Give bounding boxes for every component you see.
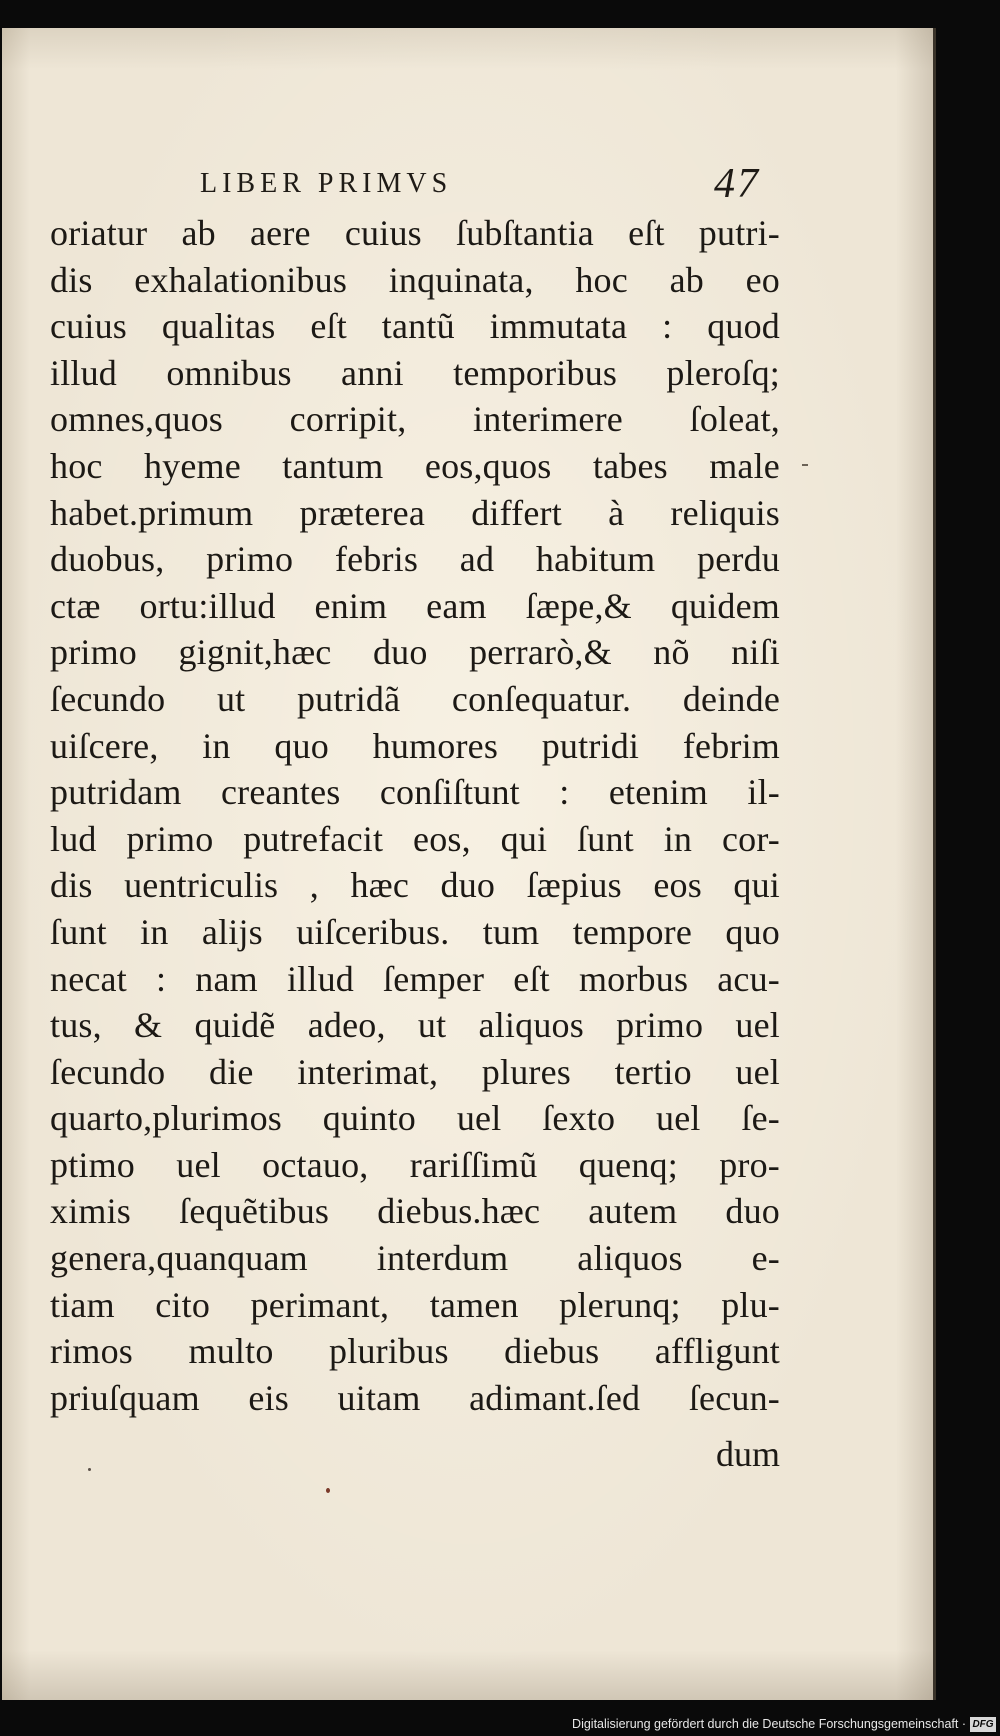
text-line: ptimo uel octauo, rariſſimũ quenq; pro-: [50, 1144, 780, 1185]
footer-bar: [0, 1714, 1000, 1736]
page-header: [200, 161, 760, 216]
text-line: ximis ſequẽtibus diebus.hæc autem duo: [50, 1191, 780, 1232]
text-line: hoc hyeme tantum eos,quos tabes male: [50, 445, 780, 486]
text-line: habet.primum præterea differt à reliquis: [50, 492, 780, 533]
text-line: primo gignit,hæc duo perrarò,& nõ niſi: [50, 632, 780, 673]
text-line: omnes,quos corripit, interimere ſoleat,: [50, 399, 780, 440]
text-line: uiſcere, in quo humores putridi febrim: [50, 725, 780, 766]
text-line: genera,quanquam interdum aliquos e-: [50, 1238, 780, 1279]
text-line: lud primo putrefacit eos, qui ſunt in cor-: [50, 818, 780, 859]
text-line: ſunt in alijs uiſceribus. tum tempore quo: [50, 911, 780, 952]
ink-speck: [88, 1468, 91, 1471]
text-line: cuius qualitas eſt tantũ immutata : quod: [50, 306, 780, 347]
text-line: tiam cito perimant, tamen plerunq; plu-: [50, 1284, 780, 1325]
dfg-logo-icon: DFG: [970, 1717, 996, 1732]
catchword: dum: [715, 1434, 780, 1474]
text-line: ctæ ortu:illud enim eam ſæpe,& quidem: [50, 585, 780, 626]
text-line: necat : nam illud ſemper eſt morbus acu-: [50, 958, 780, 999]
text-block: [50, 210, 780, 1421]
text-line: duobus, primo febris ad habitum perdu: [50, 539, 780, 580]
edge-mark: [802, 464, 808, 466]
text-line: priuſquam eis uitam adimant.ſed ſecun-: [50, 1377, 780, 1418]
text-line: putridam creantes conſiſtunt : etenim il-: [50, 772, 780, 813]
text-line: quarto,plurimos quinto uel ſexto uel ſe-: [50, 1098, 780, 1139]
text-line: illud omnibus anni temporibus pleroſq;: [50, 352, 780, 393]
page-number: 47: [714, 161, 760, 207]
text-line: ſecundo ut putridã conſequatur. deinde: [50, 678, 780, 719]
book-page: [2, 28, 936, 1700]
text-line: rimos multo pluribus diebus affligunt: [50, 1331, 780, 1372]
ink-speck: [326, 1488, 330, 1493]
text-line: tus, & quidẽ adeo, ut aliquos primo uel: [50, 1005, 780, 1046]
text-line: oriatur ab aere cuius ſubſtantia eſt putri-: [50, 213, 780, 253]
running-head: LIBER PRIMVS: [200, 168, 453, 199]
text-line: dis uentriculis , hæc duo ſæpius eos qui: [50, 865, 780, 906]
funding-credit: Digitalisierung gefördert durch die Deutsche Forschungsgemeinschaft ·: [572, 1717, 966, 1731]
text-line: ſecundo die interimat, plures tertio uel: [50, 1051, 780, 1092]
text-line: dis exhalationibus inquinata, hoc ab eo: [50, 259, 780, 300]
